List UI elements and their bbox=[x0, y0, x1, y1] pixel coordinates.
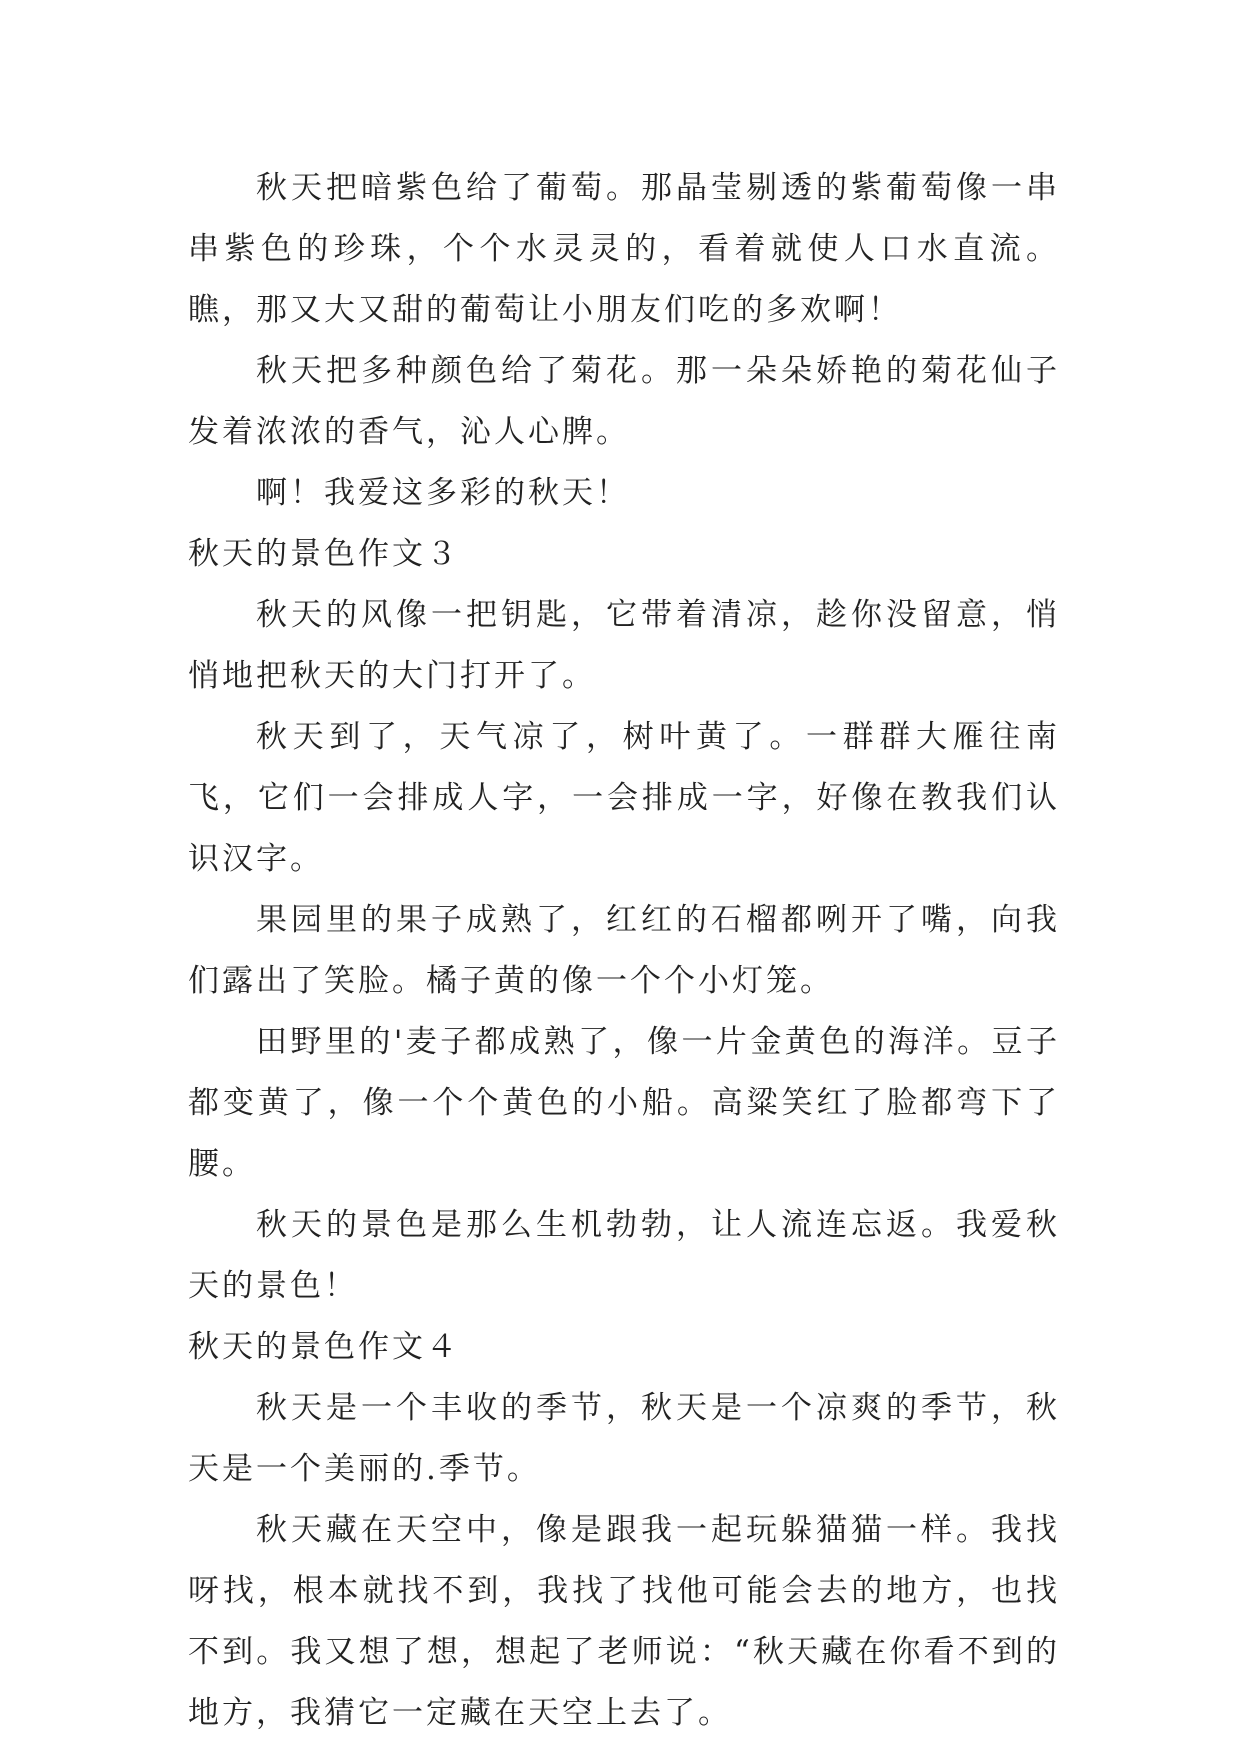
paragraph-exclamation: 啊！我爱这多彩的秋天！ bbox=[256, 475, 630, 511]
paragraph-orchard: 果园里的果子成熟了，红红的石榴都咧开了嘴，向我们露出了笑脸。橘子黄的像一个个小灯笼。 bbox=[188, 902, 1060, 999]
paragraph-wind: 秋天的风像一把钥匙，它带着清凉，趁你没留意，悄悄地把秋天的大门打开了。 bbox=[188, 597, 1060, 694]
essay-heading-3: 秋天的景色作文３ bbox=[188, 536, 460, 572]
paragraph-season: 秋天是一个丰收的季节，秋天是一个凉爽的季节，秋天是一个美丽的.季节。 bbox=[188, 1390, 1060, 1487]
paragraph-fields: 田野里的'麦子都成熟了，像一片金黄色的海洋。豆子都变黄了，像一个个黄色的小船。高粱笑红了脸都弯下了腰。 bbox=[188, 1024, 1060, 1182]
paragraph-geese: 秋天到了，天气凉了，树叶黄了。一群群大雁往南飞，它们一会排成人字，一会排成一字，好像在教我们认识汉字。 bbox=[188, 719, 1060, 877]
paragraph-chrysanthemum: 秋天把多种颜色给了菊花。那一朵朵娇艳的菊花仙子发着浓浓的香气，沁人心脾。 bbox=[188, 353, 1060, 450]
paragraph-grapes: 秋天把暗紫色给了葡萄。那晶莹剔透的紫葡萄像一串串紫色的珍珠，个个水灵灵的，看着就使人口水直流。瞧，那又大又甜的葡萄让小朋友们吃的多欢啊！ bbox=[188, 170, 1060, 328]
essay-heading-4: 秋天的景色作文４ bbox=[188, 1329, 460, 1365]
paragraph-scenery: 秋天的景色是那么生机勃勃，让人流连忘返。我爱秋天的景色！ bbox=[188, 1207, 1060, 1304]
document-body bbox=[188, 158, 1060, 1744]
paragraph-hide-and-seek: 秋天藏在天空中，像是跟我一起玩躲猫猫一样。我找呀找，根本就找不到，我找了找他可能会去的地方，也找不到。我又想了想，想起了老师说：“秋天藏在你看不到的地方，我猜它一定藏在天空上去了。 bbox=[188, 1512, 1060, 1731]
